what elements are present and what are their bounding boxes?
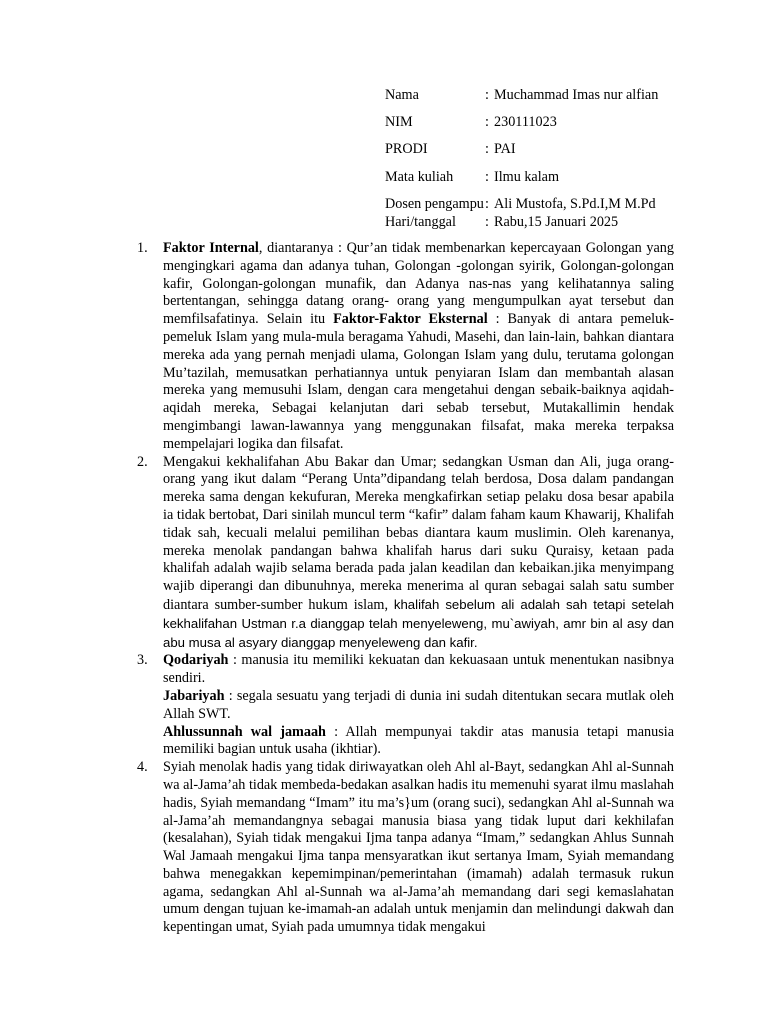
info-colon: : xyxy=(485,114,489,130)
item-number: 2. xyxy=(137,453,148,470)
info-row-nama xyxy=(385,86,658,104)
item-number: 3. xyxy=(137,652,148,669)
paragraph-text-sans: khalifah sebelum ali adalah sah tetapi setelah kekhalifahan Ustman r.a dianggap telah menyeleweng, mu`awiyah, amr bin al asy dan abu musa al asyary dianggap menyeleweng dan kafir. xyxy=(163,596,674,650)
paragraph-text: : manusia itu memiliki kekuatan dan kekuasaan untuk menentukan nasibnya sendiri. xyxy=(163,652,674,687)
item-paragraph xyxy=(163,240,674,454)
info-value: Ali Mustofa, S.Pd.I,M M.Pd xyxy=(494,196,656,212)
paragraph-text: Syiah menolak hadis yang tidak diriwayatkan oleh Ahl al-Bayt, sedangkan Ahl al-Sunnah wa al-Jama’ah tidak membeda-bedakan asalkan hadis itu memenuhi syarat ilmu maslahah hadis, Syiah memandang “Imam” itu ma’s}um (orang suci), sedangkan Ahl al-Sunnah wa al-Jama’ah memandangnya sebagai manusia biasa yang tidak luput dari kekhilafan (kesalahan), Syiah tidak mengakui Ijma tanpa adanya “Imam,” sedangkan Ahlus Sunnah Wal Jamaah mengakui Ijma tanpa mensyaratkan ikut sertanya Imam, Syiah memandang bahwa menegakkan kepemimpinan/pemerintahan (imamah) adalah termasuk rukun agama, sedangkan Ahl al-Sunnah wa al-Jama’ah memandang dari segi kemaslahatan umum dengan tujuan ke-imamah-an adalah untuk menjamin dan melindungi dakwah dan kepentingan umat, Syiah pada umumnya tidak mengakui xyxy=(163,759,674,936)
info-colon: : xyxy=(485,196,489,212)
paragraph-text: : Allah mempunyai takdir atas manusia tetapi manusia memiliki bagian untuk usaha (ikhtiar). xyxy=(163,723,674,758)
info-label: Hari/tanggal xyxy=(385,214,456,230)
list-item xyxy=(137,240,674,454)
info-colon: : xyxy=(485,214,489,230)
item-paragraph xyxy=(163,759,674,937)
bold-term: Faktor Internal xyxy=(163,240,259,256)
info-value: Muchammad Imas nur alfian xyxy=(494,87,659,103)
bold-term: Faktor-Faktor Eksternal xyxy=(333,311,488,328)
list-item xyxy=(137,759,674,937)
info-label: Mata kuliah xyxy=(385,169,454,185)
info-value: Ilmu kalam xyxy=(494,169,560,185)
item-paragraph xyxy=(163,652,674,688)
paragraph-text: Mengakui kekhalifahan Abu Bakar dan Umar; sedangkan Usman dan Ali, juga orang-orang yang ikut dalam “Perang Unta”dipandang telah berdosa, Dosa dalam pandangan mereka sama dengan kekufuran, Mereka mengkafirkan setiap pelaku dosa besar apabila ia tidak bertobat, Dari sinilah muncul term “kafir” dalam faham kaum Khawarij, Khalifah tidak sah, kecuali melalui pemilihan bebas diantara kaum muslimin. Oleh karenanya, mereka menolak pandangan bahwa khalifah harus dari suku Quraisy, ketaan pada khalifah adalah wajib selama berada pada jalan keadilan dan kebaikan.jika menyimpang wajib diperangi dan dibunuhnya, mereka menerima al quran sebagai salah satu sumber diantara sumber-sumber hukum islam, xyxy=(163,453,674,613)
item-number: 4. xyxy=(137,759,148,776)
bold-term: Qodariyah xyxy=(163,652,229,669)
info-label: PRODI xyxy=(385,141,428,157)
item-paragraph xyxy=(163,724,674,760)
answer-list xyxy=(137,240,674,937)
info-row-prodi xyxy=(385,140,516,158)
paragraph-text: , diantaranya : Qur’an tidak membenarkan kepercayaan Golongan yang mengingkari agama dan adanya tuhan, Golongan -golongan syirik, Golongan-golongan kafir, Golongan-golongan munafik, dan Adanya nas-nas yang kelihatannya saling bertentangan, sehingga datang orang- orang yang mengumpulkan ayat tersebut dan memfilsafatinya. Selain itu xyxy=(163,240,674,328)
info-value: Rabu,15 Januari 2025 xyxy=(494,214,619,230)
info-colon: : xyxy=(485,141,489,157)
paragraph-text: : Banyak di antara pemeluk-pemeluk Islam yang mula-mula beragama Yahudi, Masehi, dan lain-lain, bahkan diantara mereka ada yang pernah menjadi ulama, Golongan Islam yang dulu, terutama golongan Mu’tazilah, memusatkan perhatiannya untuk penyiaran Islam dan membantah alasan mereka yang memusuhi Islam, dengan cara mengetahui dengan sebaik-baiknya aqidah-aqidah mereka, Sebagai kelanjutan dari sebab tersebut, Mutakallimin hendak mengimbangi lawan-lawannya yang menggunakan filsafat, maka mereka terpaksa mempelajari logika dan filsafat. xyxy=(163,311,675,452)
info-label: Nama xyxy=(385,87,419,103)
item-paragraph xyxy=(163,454,674,653)
info-value: 230111023 xyxy=(494,114,557,130)
item-paragraph xyxy=(163,688,674,724)
info-row-nim xyxy=(385,113,557,131)
info-colon: : xyxy=(485,87,489,103)
bold-term: Jabariyah xyxy=(163,687,225,704)
bold-term: Ahlussunnah wal jamaah xyxy=(163,723,326,740)
info-label: NIM xyxy=(385,114,413,130)
list-item xyxy=(137,454,674,653)
info-row-dosen xyxy=(385,195,656,213)
info-row-tanggal xyxy=(385,213,618,231)
list-item xyxy=(137,652,674,759)
info-row-mata-kuliah xyxy=(385,168,559,186)
info-colon: : xyxy=(485,169,489,185)
paragraph-text: : segala sesuatu yang terjadi di dunia ini sudah ditentukan secara mutlak oleh Allah SWT. xyxy=(163,687,674,722)
item-number: 1. xyxy=(137,240,148,256)
info-label: Dosen pengampu xyxy=(385,196,484,212)
info-value: PAI xyxy=(494,141,516,157)
